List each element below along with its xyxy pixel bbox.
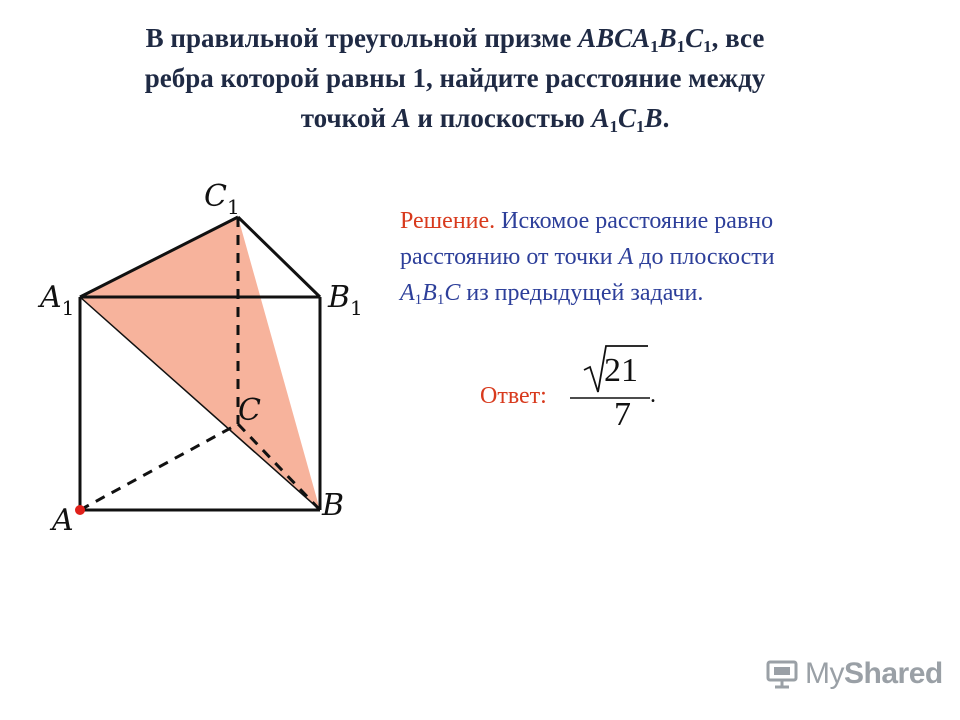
answer-fraction — [570, 340, 650, 440]
solution-line-3: $A_1B_1C$ из предыдущей задачи. — [400, 280, 704, 308]
solution-text — [400, 203, 920, 311]
logo-text: MyShared — [805, 657, 943, 690]
solution-label: Решение. — [400, 208, 496, 234]
edge-a-c — [80, 424, 238, 510]
answer-denominator: 7 — [614, 396, 631, 433]
presentation-icon — [765, 659, 799, 689]
point-a-marker — [75, 505, 85, 515]
solution-line-2: расстоянию от точки A до плоскости — [400, 244, 775, 270]
title-line-2: ребра которой равны 1, найдите расстояние между — [144, 63, 766, 93]
title-line-3: точкой A и плоскостью $A_1C_1B$. — [300, 103, 670, 136]
solution-line-1: Решение. Искомое расстояние равно — [400, 208, 774, 234]
answer-radicand: 21 — [604, 352, 638, 389]
label-a1: $A_1$ — [40, 280, 75, 320]
label-b1: $B_1$ — [328, 280, 363, 320]
title-line-1: В правильной треугольной призме $ABCA_1B_1C_1$, все — [145, 23, 765, 56]
answer-block — [480, 340, 680, 440]
label-a: A — [52, 503, 74, 538]
label-c: C — [238, 393, 261, 428]
prism-figure — [30, 170, 370, 540]
label-b: B — [322, 488, 345, 523]
answer-label: Ответ: — [480, 383, 547, 409]
myshared-logo — [765, 656, 943, 692]
label-c1: $C_1$ — [204, 179, 240, 219]
answer-trailing-dot: . — [650, 382, 656, 408]
problem-statement — [40, 18, 870, 138]
